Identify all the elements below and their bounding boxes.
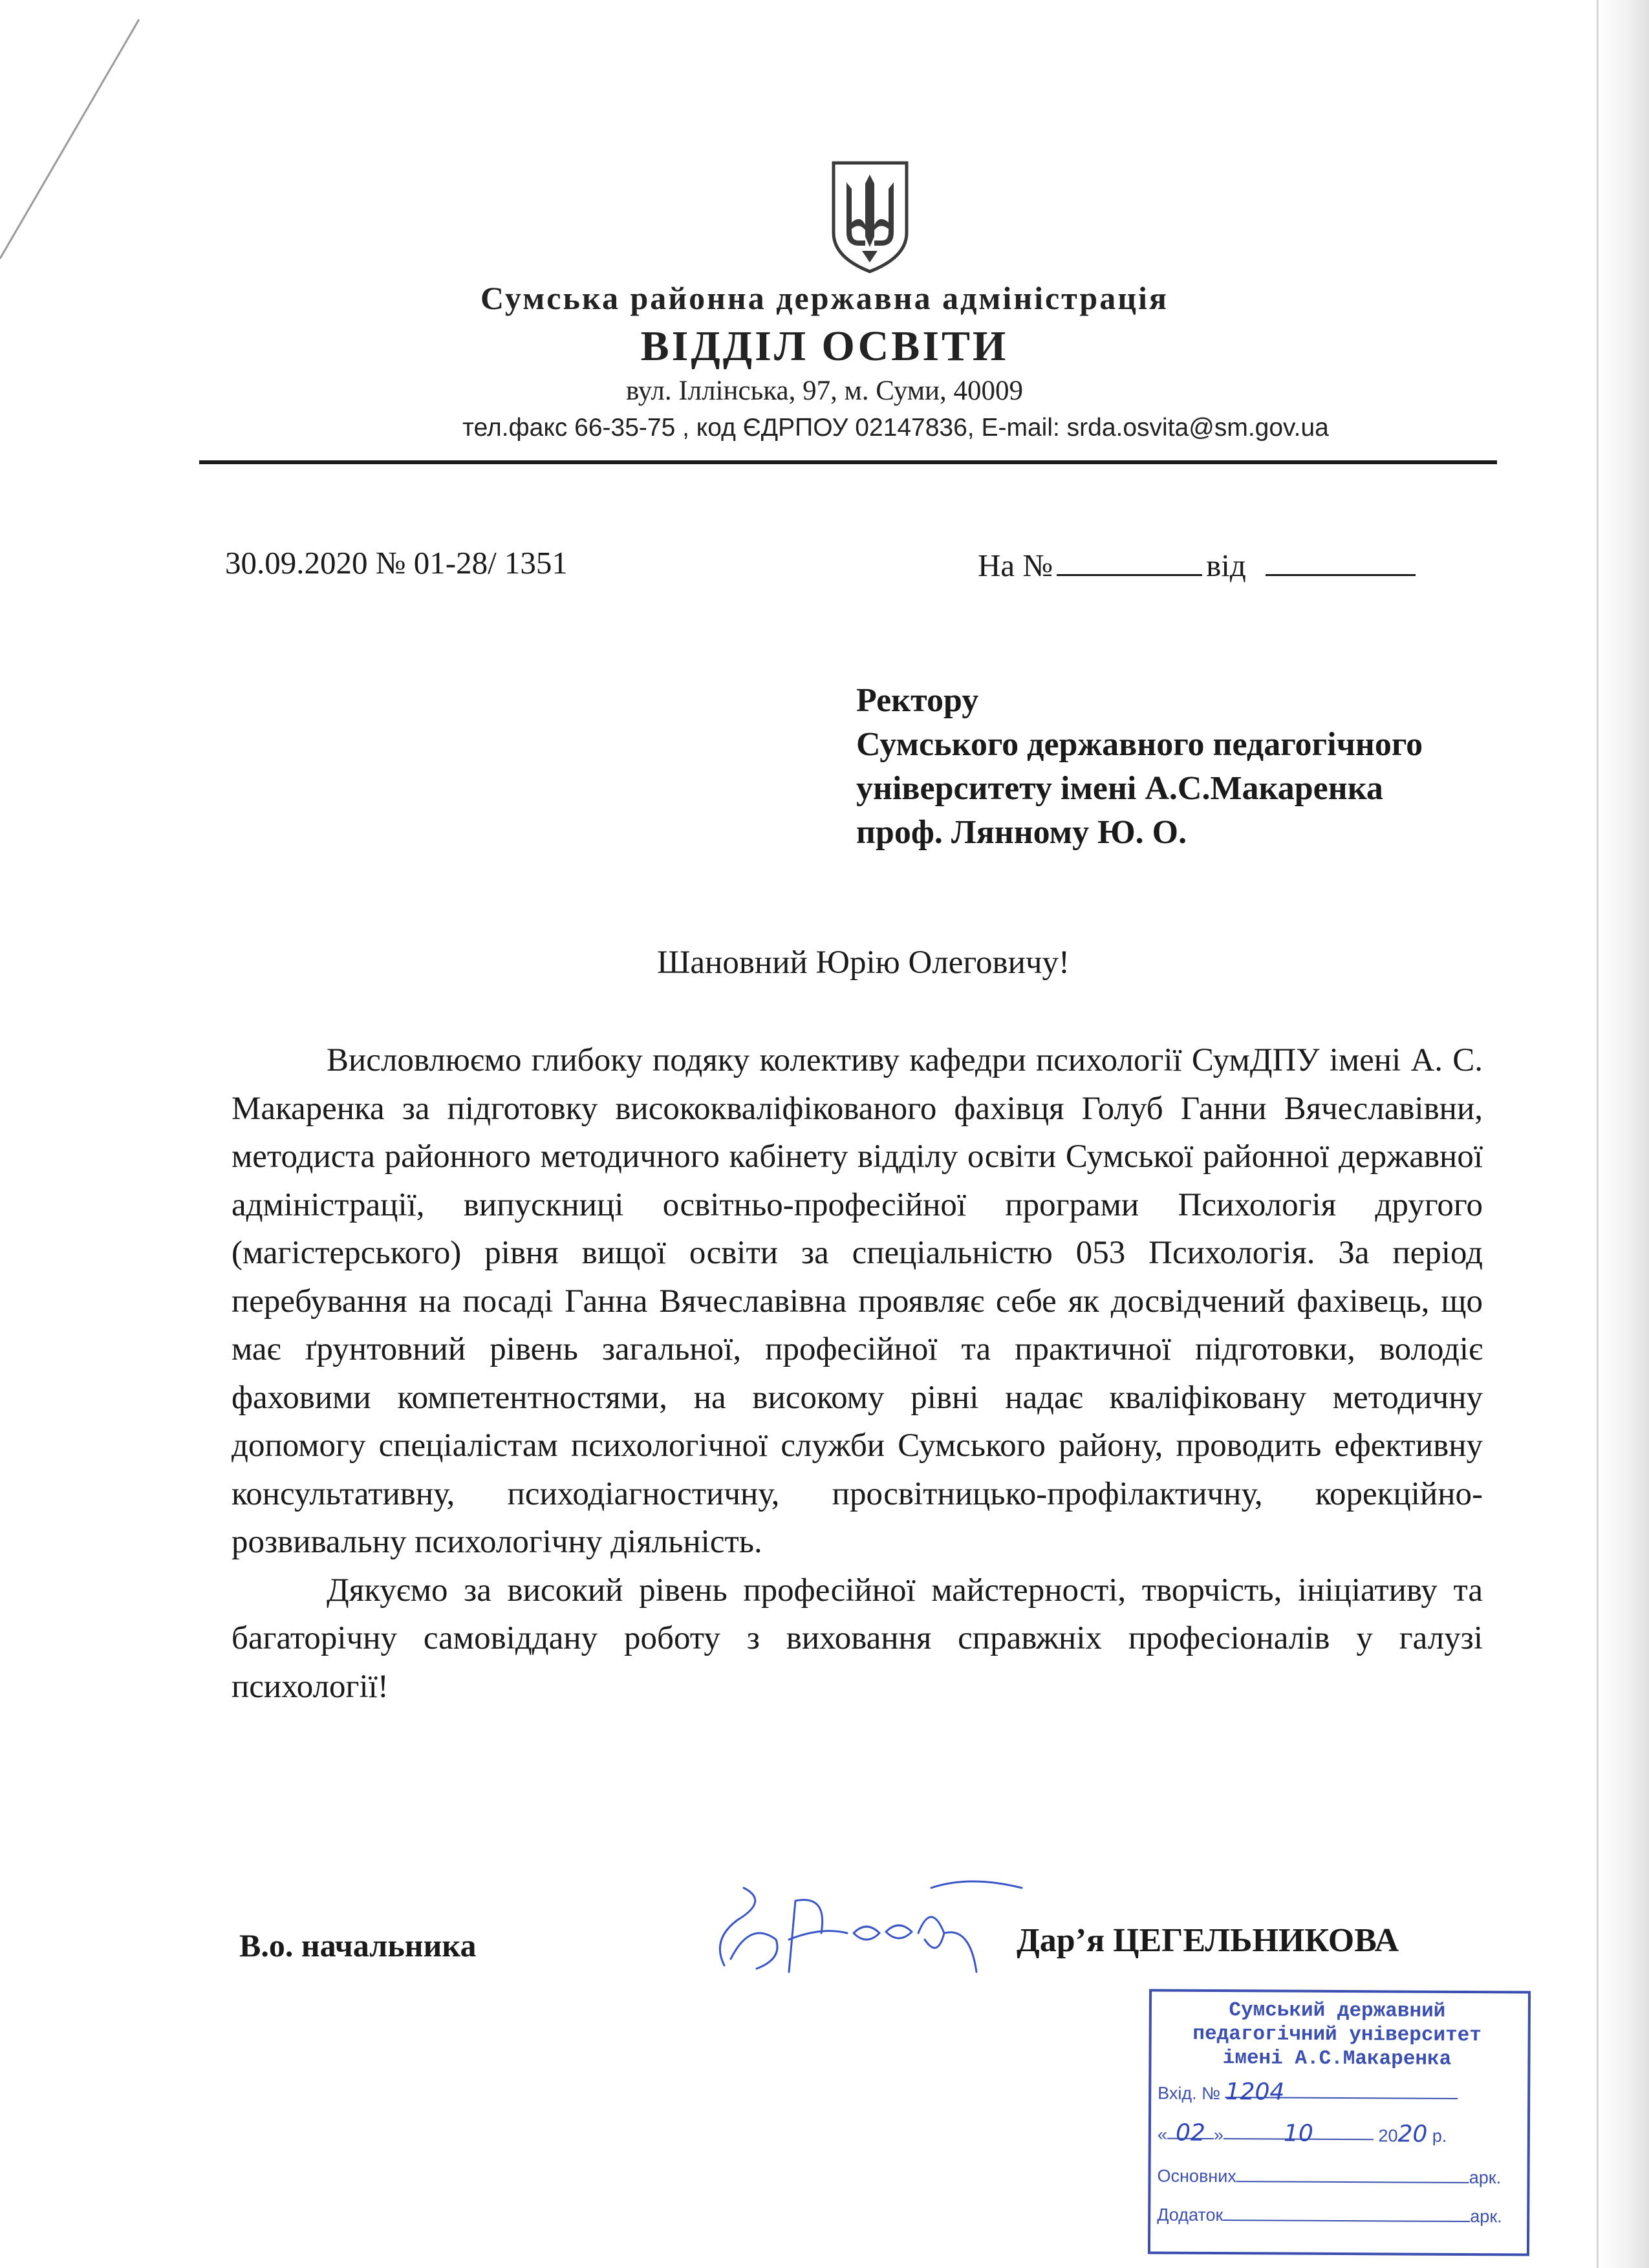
scan-artifact-line — [0, 0, 168, 272]
header-divider — [199, 460, 1497, 464]
signer-position: В.о. начальника — [239, 1927, 477, 1963]
stamp-day: 02 — [1175, 2119, 1205, 2146]
outgoing-reference: 30.09.2020 № 01-28/ 1351 — [225, 545, 568, 581]
signer-name: Дар’я ЦЕГЕЛЬНИКОВА — [1017, 1922, 1399, 1959]
stamp-incoming-label: Вхід. № — [1158, 2083, 1221, 2104]
stamp-month-underline — [1223, 2120, 1374, 2147]
addressee-line: Ректору — [856, 682, 979, 719]
stamp-header: Сумський державний педагогічний університет імені А.С.Макаренка — [1192, 1999, 1482, 2071]
stamp-incoming-underline — [1225, 2079, 1458, 2106]
stamp-main-unit: арк. — [1469, 2168, 1502, 2188]
body-paragraph: Висловлюємо глибоку подяку колективу кафедри психології СумДПУ імені А. С. Макаренка за підготовку висококваліфікованого фахівця Голуб Ганни Вячеславівни, методиста районного методичного кабінету відділу освіти Сумської районної державної адміністрації, випускниці освітньо-професійної програми Психологія другого (магістерського) рівня вищої освіти за спеціальністю 053 Психологія. За період перебування на посаді Ганна Вячеславівна проявляє себе як досвідчений фахівець, що має ґрунтовний рівень загальної, професійної та практичної підготовки, володіє фаховими компетентностями, на високому рівні надає кваліфіковану методичну допомогу спеціалістам психологічної служби Сумського району, проводить ефективну консультативну, психодіагностичну, просвітницько-профілактичну, корекційно-розвивальну психологічну діяльність. — [232, 1042, 1483, 1560]
stamp-year-prefix: 20 — [1378, 2126, 1398, 2146]
stamp-year-unit: р. — [1432, 2126, 1447, 2146]
stamp-main-row — [1157, 2163, 1501, 2188]
stamp-attachment-unit: арк. — [1470, 2207, 1502, 2227]
stamp-incoming-row — [1158, 2079, 1458, 2105]
salutation: Шановний Юрію Олеговичу! — [656, 945, 1070, 981]
stamp-attachment-row — [1157, 2201, 1502, 2227]
stamp-date-row: « 02 » 10 2020 р. — [1157, 2119, 1447, 2148]
incoming-prefix: На № — [978, 548, 1053, 583]
stamp-year-suffix: 20 — [1397, 2121, 1428, 2148]
stamp-incoming-number: 1204 — [1225, 2079, 1285, 2106]
stamp-main-label: Основних — [1157, 2166, 1236, 2187]
stamp-main-underline — [1236, 2163, 1469, 2183]
department-name: ВІДДІЛ ОСВІТИ — [640, 323, 1009, 370]
contacts-line: тел.факс 66-35-75 , код ЄДРПОУ 02147836, E-mail: srda.osvita@sm.gov.ua — [462, 414, 1329, 442]
body-paragraph: Дякуємо за високий рівень професійної майстерності, творчість, ініціативу та багаторічну самовіддану роботу з виховання справжніх професіоналів у галузі психології! — [232, 1572, 1483, 1705]
stamp-month: 10 — [1283, 2120, 1313, 2147]
stamp-attachment-underline — [1223, 2201, 1470, 2222]
stamp-attachment-label: Додаток — [1157, 2205, 1223, 2225]
handwritten-signature — [698, 1862, 1061, 1985]
incoming-number-blank — [1057, 544, 1202, 576]
trident-icon — [830, 160, 911, 274]
incoming-from: від — [1206, 548, 1246, 583]
stamp-day-underline — [1167, 2119, 1214, 2146]
organization-name: Сумська районна державна адміністрація — [480, 280, 1169, 316]
registration-stamp — [1148, 1989, 1531, 2256]
addressee-line: проф. Лянному Ю. О. — [856, 814, 1187, 851]
addressee-line: університету імені А.С.Макаренка — [856, 770, 1383, 807]
incoming-date-blank — [1266, 544, 1416, 576]
letter-body — [232, 1036, 1483, 1711]
address-line: вул. Іллінська, 97, м. Суми, 40009 — [625, 376, 1024, 406]
incoming-reference — [978, 544, 1416, 584]
addressee-line: Сумського державного педагогічного — [856, 726, 1423, 763]
addressee-block — [856, 679, 1423, 855]
